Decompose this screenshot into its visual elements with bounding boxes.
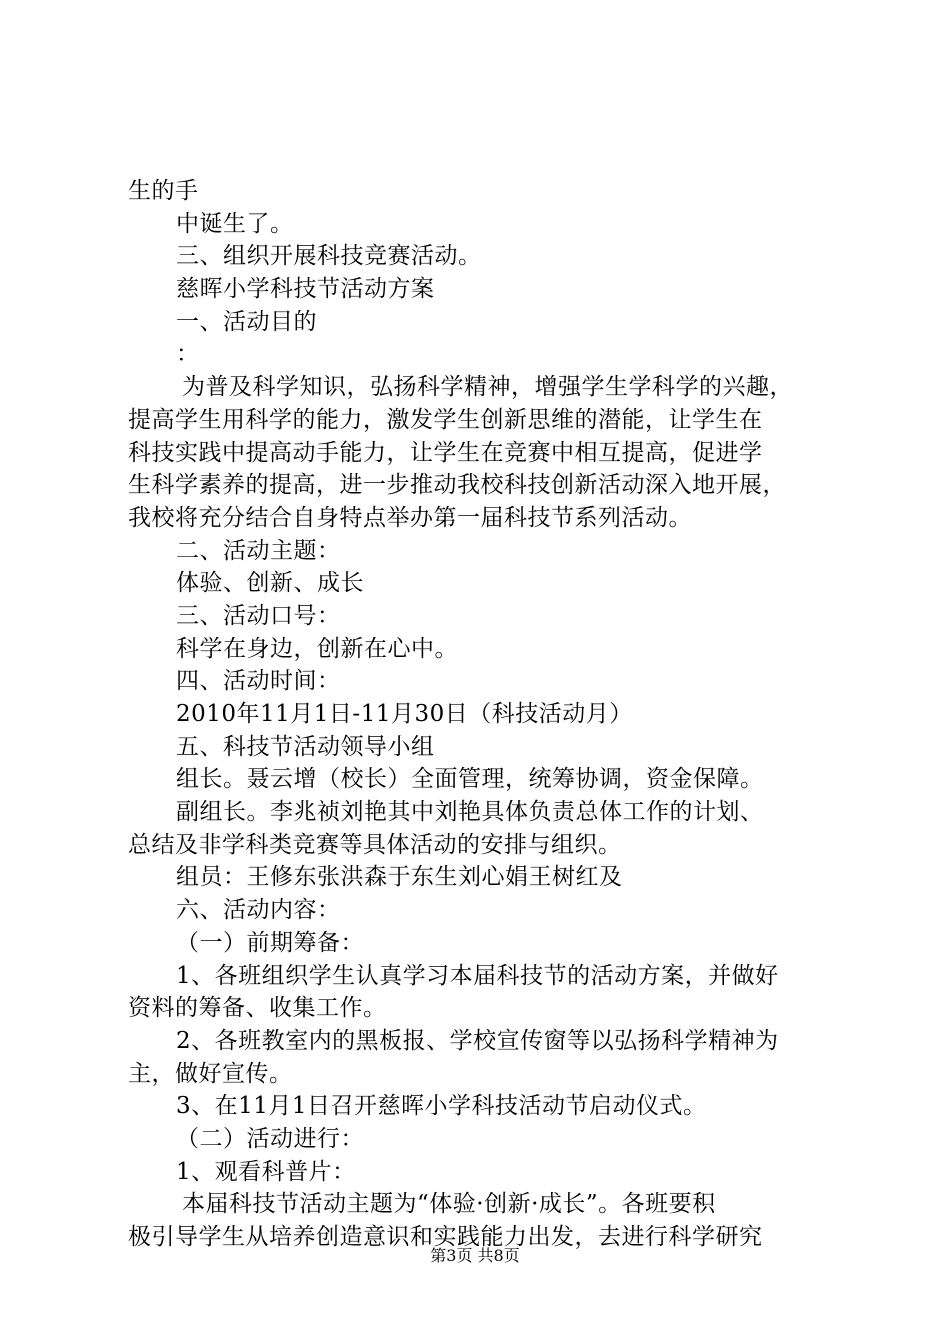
section-heading: 四、活动时间： xyxy=(176,668,341,695)
text-line: 总结及非学科类竞赛等具体活动的安排与组织。 xyxy=(128,831,622,858)
document-body xyxy=(128,175,828,1254)
text-line: 中诞生了。 xyxy=(176,210,294,237)
section-heading: 一、活动目的 xyxy=(176,308,317,335)
text-line: 1、各班组织学生认真学习本届科技节的活动方案，并做好 xyxy=(176,962,779,989)
text-line: 为普及科学知识，弘扬科学精神，增强学生学科学的兴趣， xyxy=(182,374,793,401)
section-heading: 五、科技节活动领导小组 xyxy=(176,733,435,760)
text-line: 科学在身边，创新在心中。 xyxy=(176,635,458,662)
text-line: 我校将充分结合自身特点举办第一届科技节系列活动。 xyxy=(128,504,692,531)
subsection-heading: （二）活动进行： xyxy=(176,1125,364,1152)
section-heading: 三、组织开展科技竞赛活动。 xyxy=(176,243,482,270)
text-line: 极引导学生从培养创造意识和实践能力出发，去进行科学研究 xyxy=(128,1224,763,1250)
text-line: 2、各班教室内的黑板报、学校宣传窗等以弘扬科学精神为 xyxy=(176,1027,779,1054)
text-line: ： xyxy=(176,341,200,368)
page-number: 第3页 共8页 xyxy=(430,1246,520,1265)
page-footer xyxy=(0,1246,950,1266)
text-line: 本届科技节活动主题为“体验·创新·成长”。各班要积 xyxy=(182,1191,716,1218)
section-heading: 二、活动主题： xyxy=(176,537,341,564)
text-line: 组长。聂云增（校长）全面管理，统筹协调，资金保障。 xyxy=(176,766,764,793)
text-line: 资料的筹备、收集工作。 xyxy=(128,995,387,1022)
text-line: 生科学素养的提高，进一步推动我校科技创新活动深入地开展， xyxy=(128,472,786,499)
document-title: 慈晖小学科技节活动方案 xyxy=(176,276,435,303)
text-line: 1、观看科普片： xyxy=(176,1158,356,1185)
text-line: 提高学生用科学的能力，激发学生创新思维的潜能，让学生在 xyxy=(128,406,763,433)
text-line: 体验、创新、成长 xyxy=(176,570,364,597)
section-heading: 三、活动口号： xyxy=(176,602,341,629)
section-heading: 六、活动内容： xyxy=(176,897,341,924)
text-line: 科技实践中提高动手能力，让学生在竞赛中相互提高，促进学 xyxy=(128,439,763,466)
text-line: 生的手 xyxy=(128,178,199,204)
subsection-heading: （一）前期筹备： xyxy=(176,929,364,956)
text-line: 3、在11月1日召开慈晖小学科技活动节启动仪式。 xyxy=(176,1093,707,1120)
text-line: 副组长。李兆祯刘艳其中刘艳具体负责总体工作的计划、 xyxy=(176,799,764,826)
text-line: 组员：王修东张洪森于东生刘心娟王树红及 xyxy=(176,864,623,891)
text-line: 2010年11月1日-11月30日（科技活动月） xyxy=(176,701,633,727)
text-line: 主，做好宣传。 xyxy=(128,1060,293,1087)
